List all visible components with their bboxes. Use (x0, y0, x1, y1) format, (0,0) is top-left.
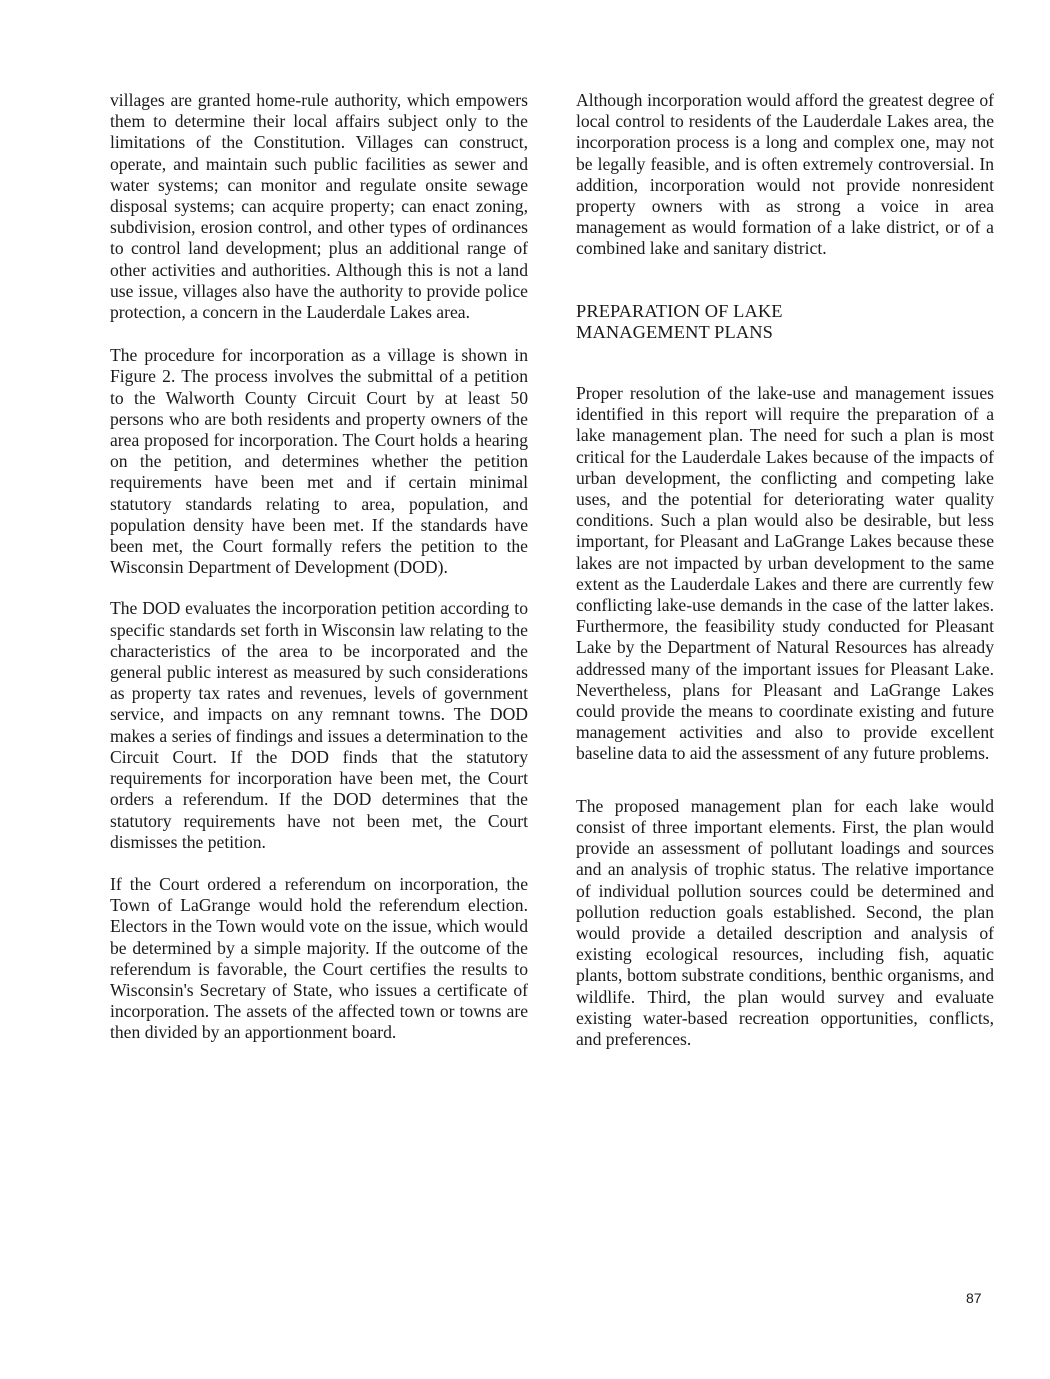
left-column (110, 90, 528, 1044)
paragraph-management-plan-need: Proper resolution of the lake-use and management issues identified in this report will require the preparation of a lake management plan. The need for such a plan is most critical for the Lauderdale Lakes because of the impacts of urban development, the conflicting and competing lake uses, and the potential for deteriorating water quality conditions. Such a plan would also be desirable, but less important, for Pleasant and LaGrange Lakes because these lakes are not impacted by urban development to the same extent as the Lauderdale Lakes and there are currently few conflicting lake-use demands in the case of the latter lakes. Furthermore, the feasibility study conducted for Pleasant Lake by the Department of Natural Resources has already addressed many of the important issues for Pleasant Lake. Nevertheless, plans for Pleasant and LaGrange Lakes could provide the means to coordinate existing and future management activities and also to provide excellent baseline data to aid the assessment of any future problems. (576, 383, 994, 764)
right-column (576, 90, 994, 1050)
paragraph-referendum: If the Court ordered a referendum on incorporation, the Town of LaGrange would hold the referendum election. Electors in the Town would vote on the issue, which would be determined by a simple majority. If the outcome of the referendum is favorable, the Court certifies the results to Wisconsin's Secretary of State, who issues a certificate of incorporation. The assets of the affected town or towns are then divided by an apportionment board. (110, 873, 528, 1043)
paragraph-village-authority: villages are granted home-rule authority, which empowers them to determine their local affairs subject only to the limitations of the Constitution. Villages can construct, operate, and maintain such public facilities as sewer and water systems; can monitor and regulate onsite sewage disposal systems; can acquire property; can enact zoning, subdivision, erosion control, and other types of ordinances to control land development; plus an additional range of other activities and authorities. Although this is not a land use issue, villages also have the authority to provide police protection, a concern in the Lauderdale Lakes area. (110, 90, 528, 323)
page-number: 87 (966, 1290, 982, 1306)
section-heading (576, 301, 994, 343)
paragraph-plan-elements: The proposed management plan for each lake would consist of three important elements. First, the plan would provide an assessment of pollutant loadings and sources and an analysis of trophic status. The relative importance of individual pollution sources could be determined and pollution reduction goals established. Second, the plan would provide a detailed description and analysis of existing ecological resources, including fish, aquatic plants, bottom substrate conditions, benthic organisms, and wildlife. Third, the plan would survey and evaluate existing water-based recreation opportunities, conflicts, and preferences. (576, 795, 994, 1049)
paragraph-incorporation-summary: Although incorporation would afford the greatest degree of local control to residents of the Lauderdale Lakes area, the incorporation process is a long and complex one, may not be legally feasible, and is often extremely controversial. In addition, incorporation would not provide nonresident property owners with as strong a voice in area management as would formation of a lake district, or of a combined lake and sanitary district. (576, 90, 994, 259)
section-heading-line-1: PREPARATION OF LAKE (576, 300, 783, 321)
section-heading-line-2: MANAGEMENT PLANS (576, 321, 773, 342)
paragraph-incorporation-procedure: The procedure for incorporation as a village is shown in Figure 2. The process involves the submittal of a petition to the Walworth County Circuit Court by at least 50 persons who are both residents and property owners of the area proposed for incorporation. The Court holds a hearing on the petition, and determines whether the petition requirements have been met and if certain minimal statutory standards relating to area, population, and population density have been met. If the standards have been met, the Court formally refers the petition to the Wisconsin Department of Development (DOD). (110, 345, 528, 578)
paragraph-dod-evaluation: The DOD evaluates the incorporation petition according to specific standards set forth in Wisconsin law relating to the characteristics of the area to be incorporated and the general public interest as measured by such considerations as property tax rates and revenues, levels of government service, and impacts on any remnant towns. The DOD makes a series of findings and issues a determination to the Circuit Court. If the DOD finds that the statutory requirements for incorporation have been met, the Court orders a referendum. If the DOD determines that the statutory requirements have not been met, the Court dismisses the petition. (110, 598, 528, 852)
